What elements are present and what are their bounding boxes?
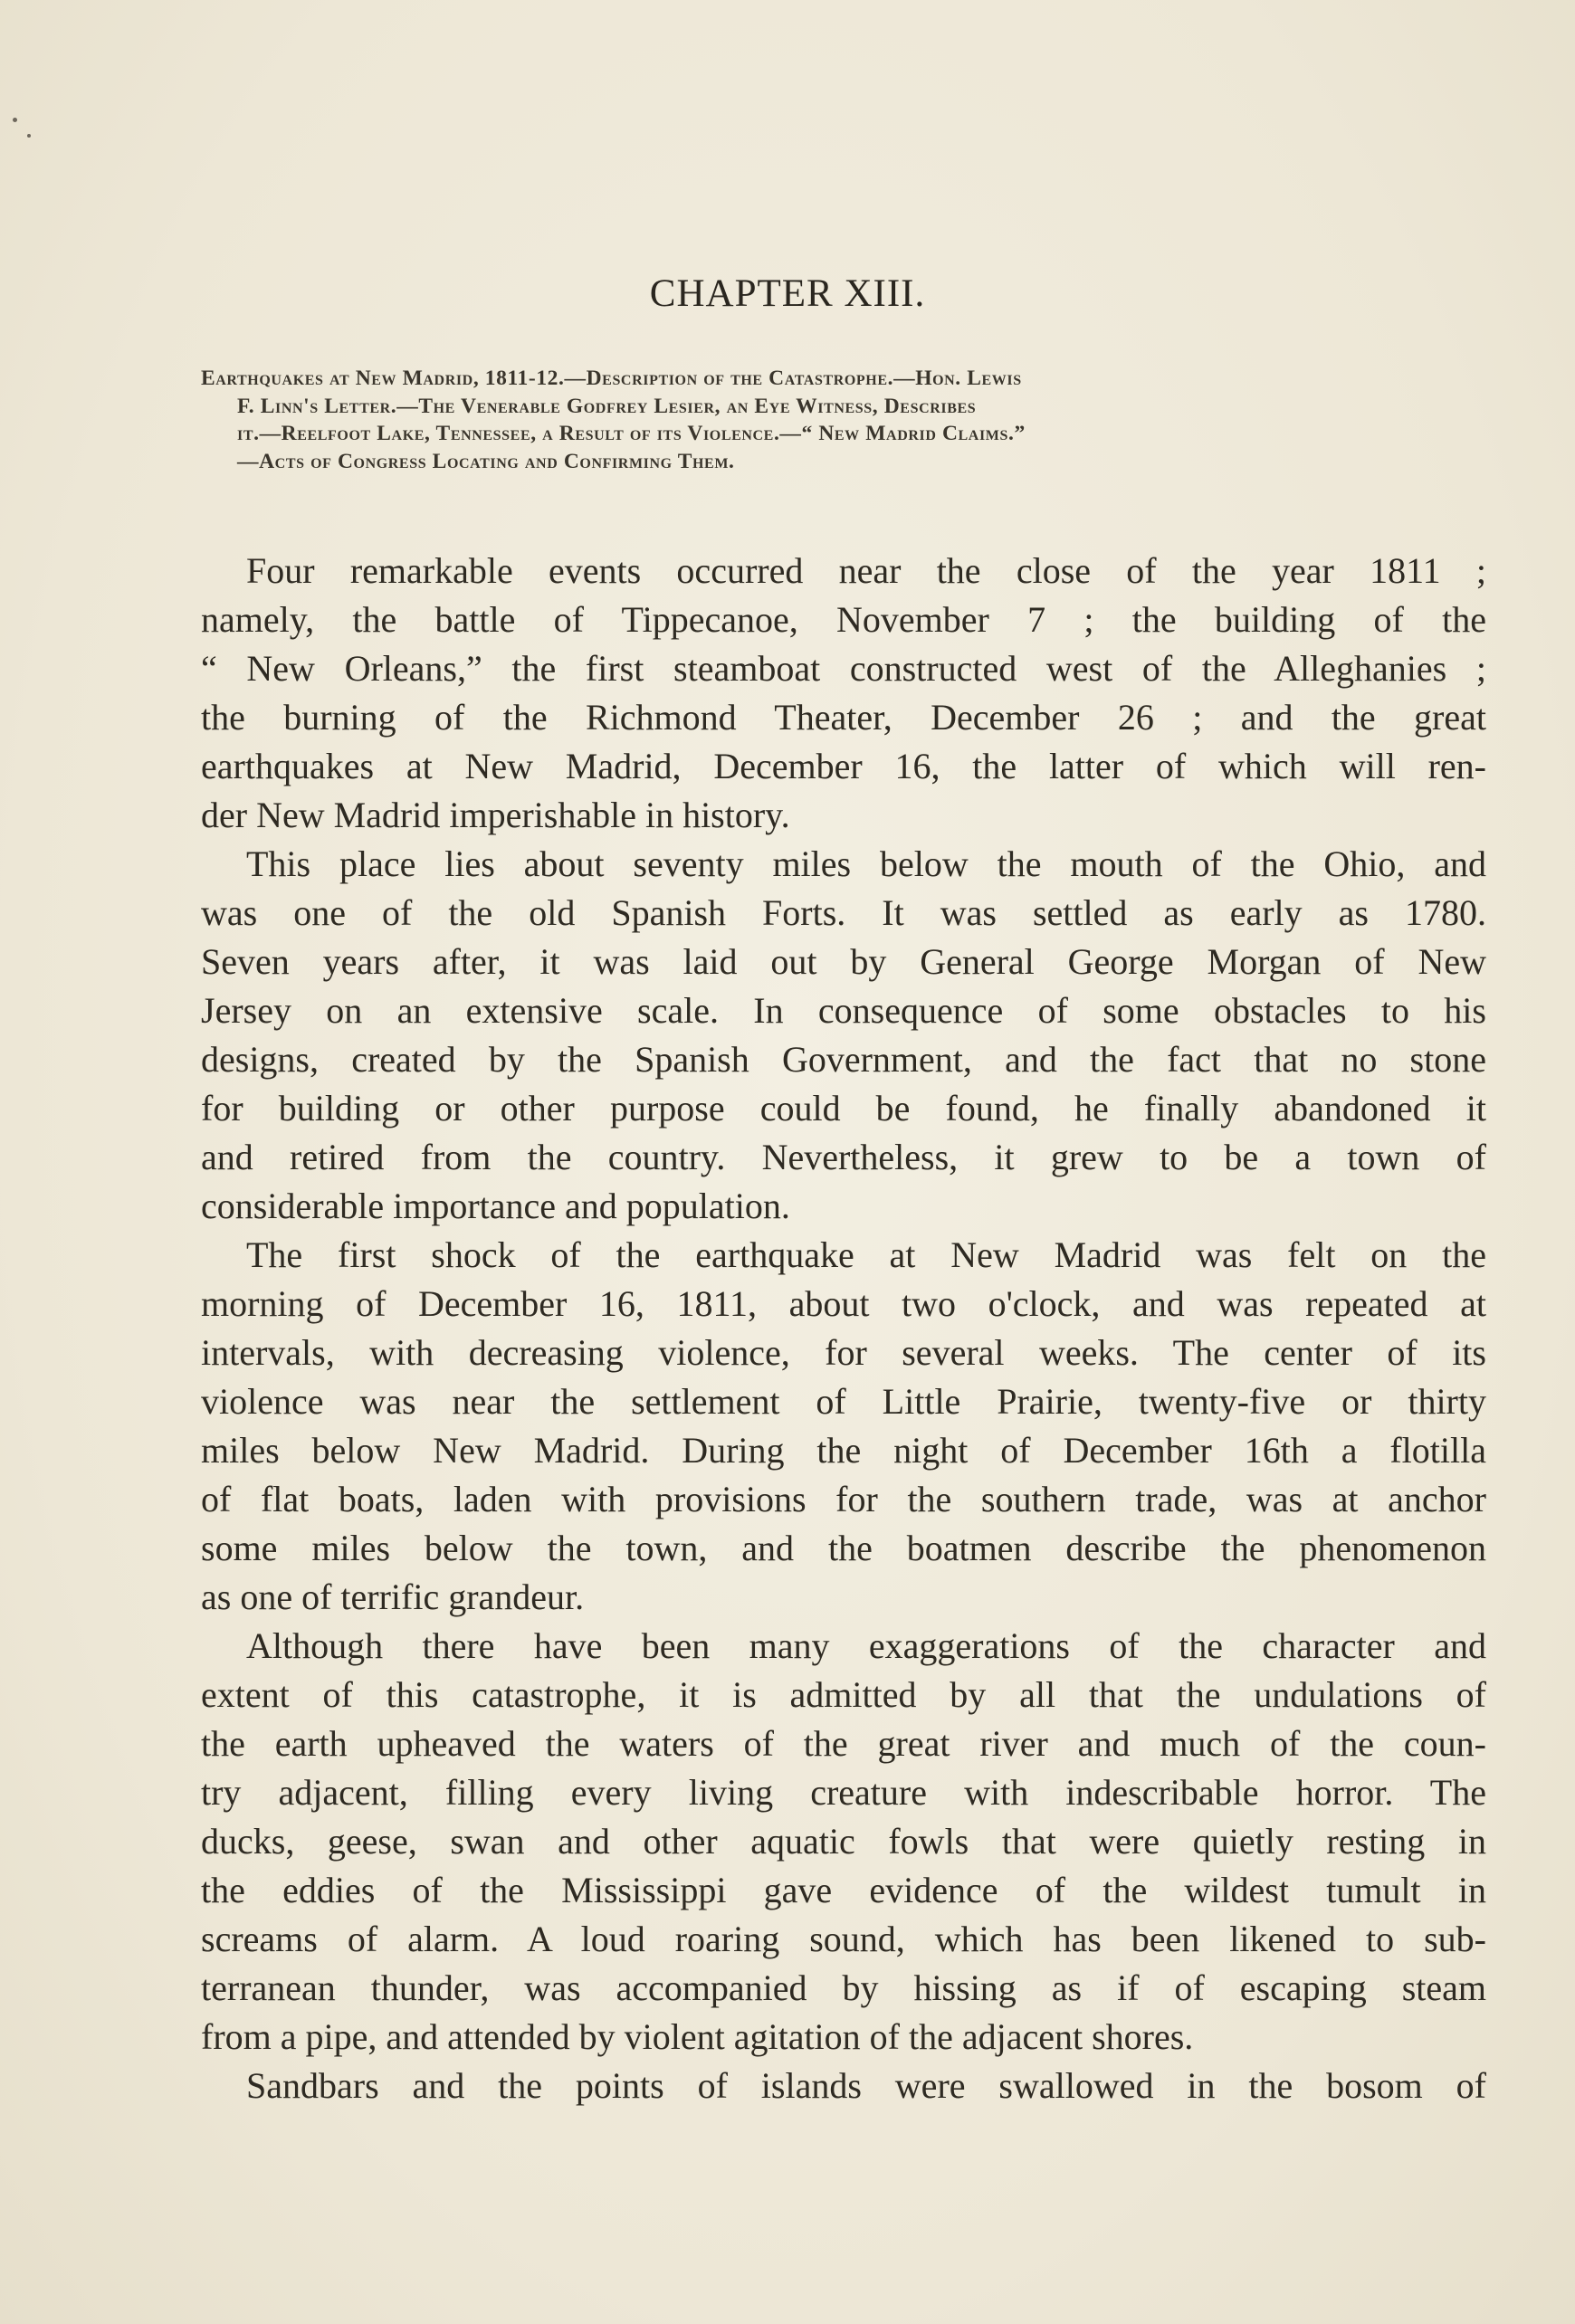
text-line: from a pipe, and attended by violent agitation of the adjacent shores. bbox=[201, 2016, 1194, 2057]
text-line: earthquakes at New Madrid, December 16, the latter of which will ren- bbox=[201, 746, 1486, 786]
text-line: intervals, with decreasing violence, for several weeks. The center of its bbox=[201, 1332, 1486, 1373]
summary-line: F. Linn's Letter.—The Venerable Godfrey Lesier, an Eye Witness, Describes bbox=[237, 394, 977, 418]
text-line: “ New Orleans,” the first steamboat constructed west of the Alleghanies ; bbox=[201, 648, 1486, 689]
text-line: for building or other purpose could be found, he finally abandoned it bbox=[201, 1088, 1486, 1129]
text-line: as one of terrific grandeur. bbox=[201, 1576, 585, 1617]
text-line: extent of this catastrophe, it is admitted by all that the undulations of bbox=[201, 1674, 1486, 1715]
text-line: violence was near the settlement of Little Prairie, twenty-five or thirty bbox=[201, 1381, 1486, 1422]
text-line: der New Madrid imperishable in history. bbox=[201, 795, 790, 835]
summary-line: it.—Reelfoot Lake, Tennessee, a Result of its Violence.—“ New Madrid Claims.” bbox=[237, 422, 1026, 445]
text-line: designs, created by the Spanish Government, and the fact that no stone bbox=[201, 1039, 1486, 1080]
ink-speck bbox=[27, 134, 31, 138]
text-line: Sandbars and the points of islands were swallowed in the bosom of bbox=[246, 2065, 1486, 2106]
text-line: and retired from the country. Nevertheless, it grew to be a town of bbox=[201, 1137, 1486, 1177]
text-line: the earth upheaved the waters of the great river and much of the coun- bbox=[201, 1723, 1486, 1764]
text-line: was one of the old Spanish Forts. It was settled as early as 1780. bbox=[201, 892, 1486, 933]
text-line: try adjacent, filling every living creature with indescribable horror. The bbox=[201, 1772, 1486, 1813]
text-line: the eddies of the Mississippi gave evidence of the wildest tumult in bbox=[201, 1870, 1486, 1910]
summary-line: Earthquakes at New Madrid, 1811-12.—Description of the Catastrophe.—Hon. Lewis bbox=[201, 367, 1022, 390]
text-line: This place lies about seventy miles below the mouth of the Ohio, and bbox=[246, 843, 1486, 884]
ink-speck bbox=[13, 118, 17, 122]
text-line: namely, the battle of Tippecanoe, November 7 ; the building of the bbox=[201, 599, 1486, 640]
text-line: considerable importance and population. bbox=[201, 1186, 790, 1226]
chapter-title: CHAPTER XIII. bbox=[649, 272, 926, 315]
text-line: morning of December 16, 1811, about two o'clock, and was repeated at bbox=[201, 1283, 1486, 1324]
text-line: The first shock of the earthquake at New Madrid was felt on the bbox=[246, 1234, 1486, 1275]
text-line: Although there have been many exaggerations of the character and bbox=[246, 1625, 1486, 1666]
text-line: the burning of the Richmond Theater, December 26 ; and the great bbox=[201, 697, 1486, 738]
chapter-body bbox=[201, 547, 1486, 2110]
text-line: terranean thunder, was accompanied by hissing as if of escaping steam bbox=[201, 1967, 1486, 2008]
text-line: some miles below the town, and the boatmen describe the phenomenon bbox=[201, 1528, 1486, 1568]
text-line: screams of alarm. A loud roaring sound, which has been likened to sub- bbox=[201, 1919, 1486, 1959]
text-line: of flat boats, laden with provisions for the southern trade, was at anchor bbox=[201, 1479, 1486, 1519]
text-line: miles below New Madrid. During the night of December 16th a flotilla bbox=[201, 1430, 1486, 1471]
text-line: Four remarkable events occurred near the close of the year 1811 ; bbox=[246, 550, 1486, 591]
chapter-summary bbox=[201, 365, 1486, 475]
text-line: Jersey on an extensive scale. In consequence of some obstacles to his bbox=[201, 990, 1486, 1031]
summary-line: —Acts of Congress Locating and Confirming Them. bbox=[237, 449, 735, 473]
text-line: ducks, geese, swan and other aquatic fowls that were quietly resting in bbox=[201, 1821, 1486, 1862]
text-line: Seven years after, it was laid out by General George Morgan of New bbox=[201, 941, 1486, 982]
